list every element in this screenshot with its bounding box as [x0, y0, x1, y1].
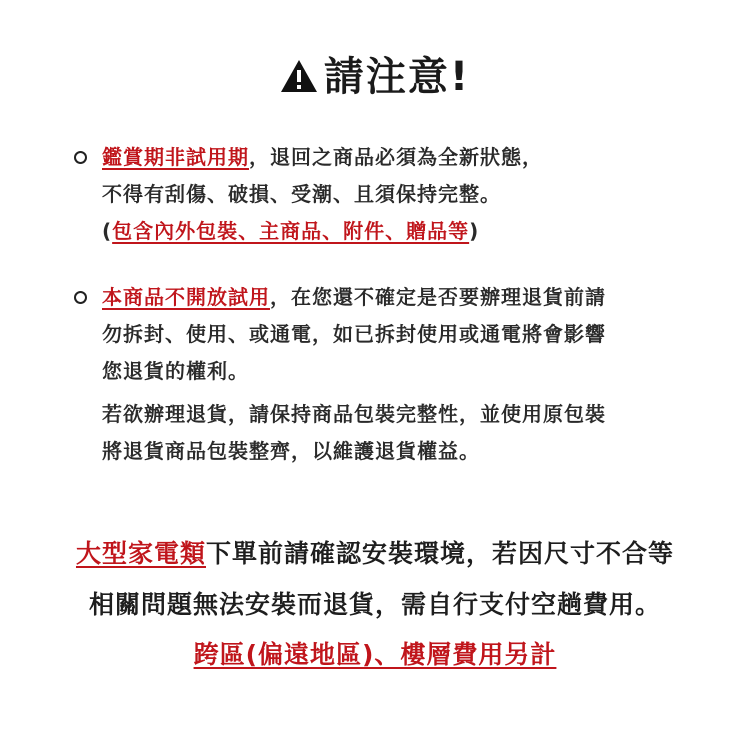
highlight-text: 大型家電類	[75, 539, 206, 568]
footer-line-3	[0, 630, 750, 680]
notice-line: 鑑賞期非試用期，退回之商品必須為全新狀態，	[102, 145, 543, 169]
footer-line-1: 大型家電類下單前請確認安裝環境，若因尺寸不合等	[75, 539, 675, 568]
footer-line-2: 相關問題無法安裝而退貨，需自行支付空趟費用。	[88, 590, 661, 619]
warning-triangle-icon	[280, 56, 318, 106]
highlight-text: 跨區(偏遠地區)、樓層費用另計	[193, 640, 557, 669]
notice-body	[102, 279, 714, 470]
page-title	[0, 52, 750, 106]
notice-line: 勿拆封、使用、或通電，如已拆封使用或通電將會影響	[102, 322, 606, 346]
notice-trial-period	[74, 139, 714, 250]
notice-line: 您退貨的權利。	[102, 359, 249, 383]
title-text: 請注意!	[323, 54, 471, 100]
notice-line: 本商品不開放試用，在您還不確定是否要辦理退貨前請	[102, 285, 606, 309]
notice-no-trial	[74, 279, 714, 470]
highlight-text: 本商品不開放試用	[102, 285, 270, 309]
notice-line: 將退貨商品包裝整齊，以維護退貨權益。	[102, 439, 480, 463]
highlight-text: 包含內外包裝、主商品、附件、贈品等	[112, 219, 470, 243]
notice-line: 不得有刮傷、破損、受潮、且須保持完整。	[102, 182, 501, 206]
bullet-circle-icon	[74, 151, 87, 164]
bullet-circle-icon	[74, 291, 87, 304]
notice-line: (包含內外包裝、主商品、附件、贈品等)	[102, 219, 480, 243]
highlight-text: 鑑賞期非試用期	[102, 145, 249, 169]
notice-line: 若欲辦理退貨，請保持商品包裝完整性，並使用原包裝	[102, 402, 606, 426]
notice-body	[102, 139, 714, 250]
